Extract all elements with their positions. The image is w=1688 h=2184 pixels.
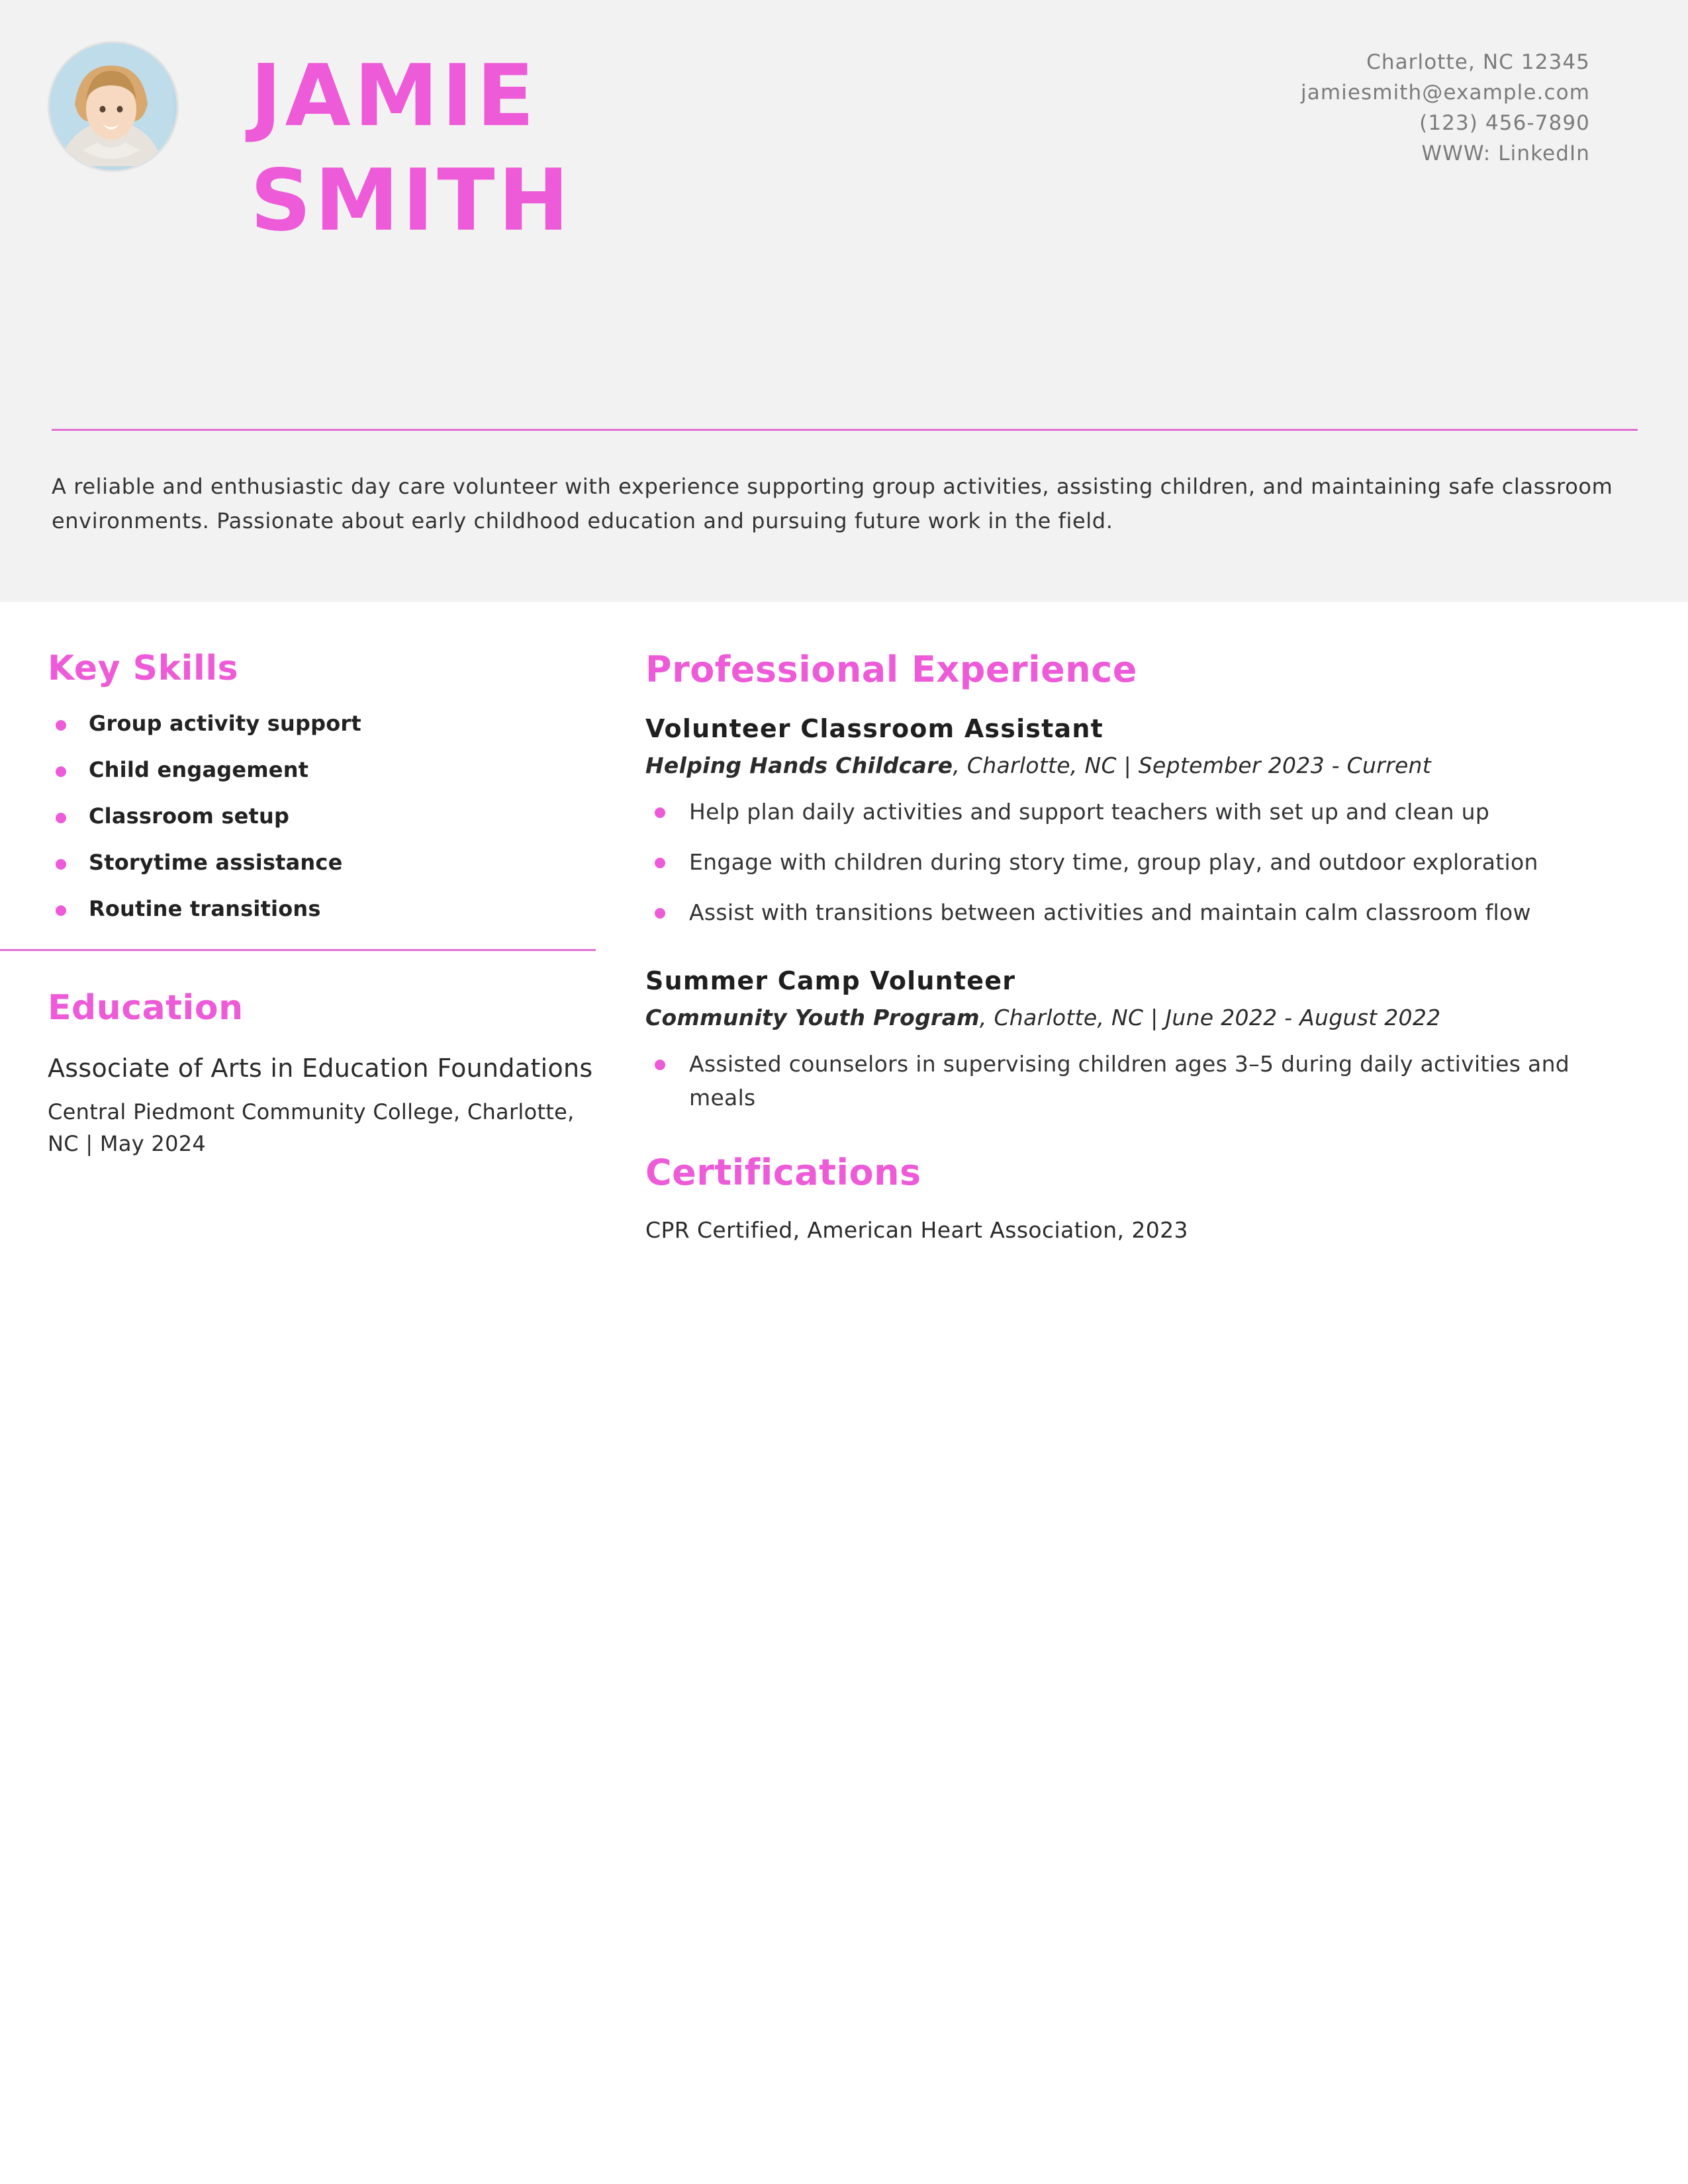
education-school: Central Piedmont Community College, Charlotte, NC | May 2024 (48, 1099, 575, 1157)
list-item: Group activity support (48, 711, 597, 736)
certifications-heading: Certifications (645, 1151, 921, 1193)
job-title: Volunteer Classroom Assistant (645, 714, 1103, 743)
job-title: Summer Camp Volunteer (645, 966, 1016, 996)
list-item: Assisted counselors in supervising children ages 3–5 during daily activities and meals (645, 1048, 1638, 1114)
education-degree: Associate of Arts in Education Foundations (48, 1054, 593, 1083)
professional-summary: A reliable and enthusiastic day care volunteer with experience supporting group activities, assisting children, and maintaining safe classroom environments. Passionate about early childhood education and pursuing future work in the field. (52, 474, 1613, 533)
job-meta (645, 1005, 1638, 1030)
contact-website[interactable]: WWW: LinkedIn (1421, 141, 1590, 165)
education-section (48, 988, 597, 1160)
list-item: Storytime assistance (48, 850, 597, 875)
contact-info (1301, 48, 1590, 169)
key-skills-list (48, 711, 597, 921)
certification-item: CPR Certified, American Heart Association, 2023 (645, 1216, 1188, 1243)
education-heading: Education (48, 988, 244, 1028)
job-duties-list (645, 1048, 1638, 1114)
first-name: JAMIE (250, 47, 538, 146)
contact-phone: (123) 456-7890 (1419, 111, 1590, 135)
list-item: Engage with children during story time, group play, and outdoor exploration (645, 846, 1638, 879)
job-organization: Helping Hands Childcare (645, 752, 953, 778)
job-duties-list (645, 796, 1638, 929)
list-item: Classroom setup (48, 803, 597, 829)
header-divider (52, 429, 1638, 431)
list-item: Child engagement (48, 757, 597, 782)
left-column-divider (0, 949, 596, 951)
experience-entry (645, 966, 1638, 1114)
job-location-dates: , Charlotte, NC | September 2023 - Current (953, 752, 1432, 778)
job-organization: Community Youth Program (645, 1005, 980, 1031)
avatar (48, 41, 179, 172)
job-location-dates: , Charlotte, NC | June 2022 - August 2022 (979, 1005, 1441, 1031)
professional-experience-heading: Professional Experience (645, 649, 1137, 690)
experience-entry (645, 714, 1638, 929)
list-item: Help plan daily activities and support teachers with set up and clean up (645, 796, 1638, 829)
last-name: SMITH (250, 152, 573, 250)
left-column (48, 649, 597, 1160)
list-item: Routine transitions (48, 896, 597, 921)
certifications-section (645, 1152, 1638, 1243)
key-skills-heading: Key Skills (48, 649, 239, 688)
job-meta (645, 752, 1638, 778)
right-column (645, 649, 1638, 1243)
avatar-photo (50, 43, 173, 166)
list-item: Assist with transitions between activities and maintain calm classroom flow (645, 896, 1638, 929)
page-title (250, 47, 1045, 250)
contact-email[interactable]: jamiesmith@example.com (1301, 80, 1590, 105)
contact-location: Charlotte, NC 12345 (1366, 50, 1590, 74)
